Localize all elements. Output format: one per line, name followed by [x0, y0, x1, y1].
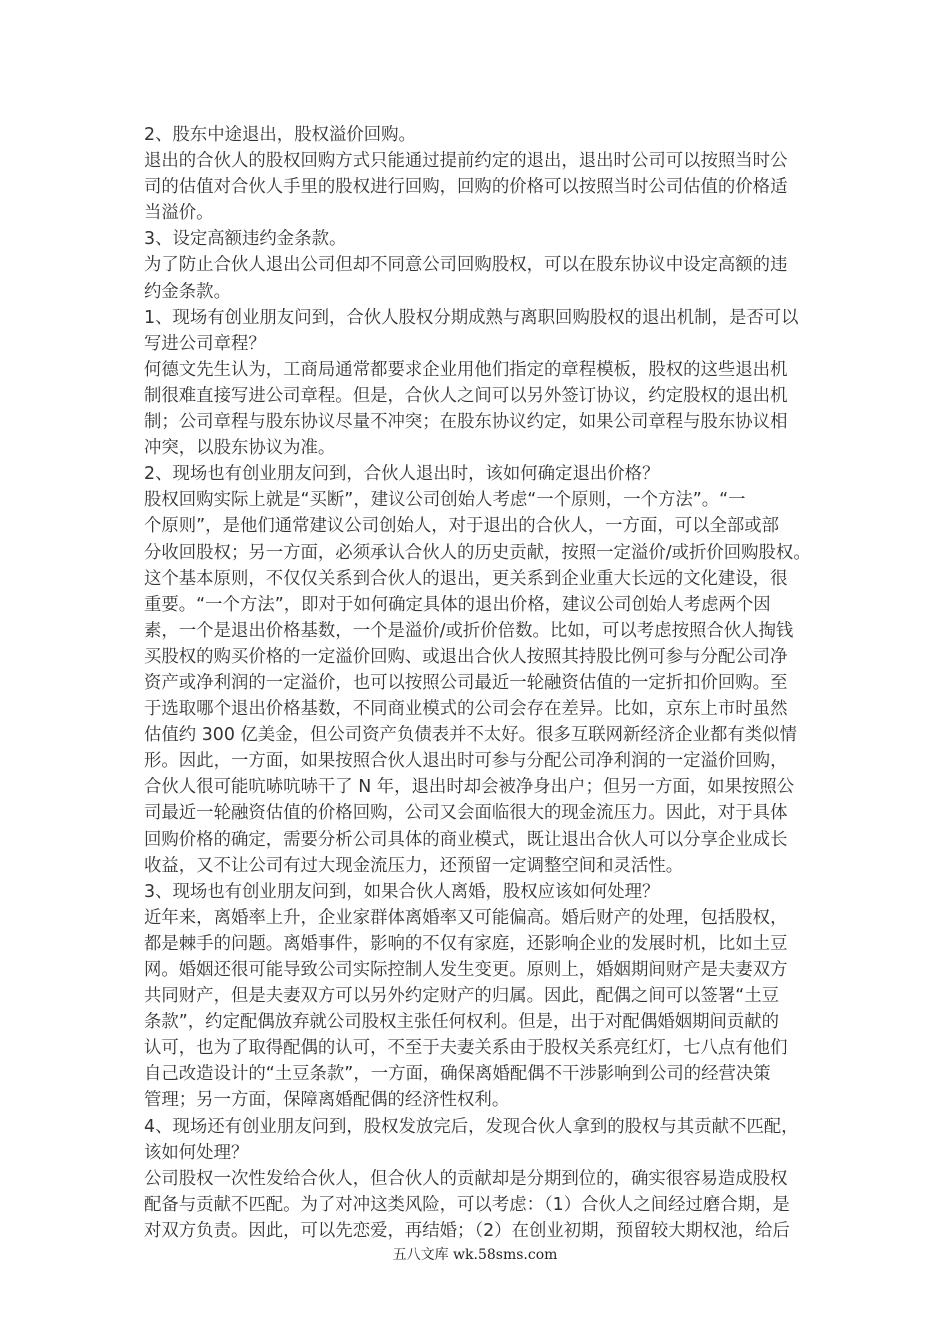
text-line: 2、现场也有创业朋友问到，合伙人退出时，该如何确定退出价格？ [144, 464, 660, 485]
text-line: 收益，又不让公司有过大现金流压力，还预留一定调整空间和灵活性。 [144, 855, 684, 876]
text-line: 3、设定高额违约金条款。 [144, 229, 347, 250]
text-line: 分收回股权；另一方面，必须承认合伙人的历史贡献，按照一定溢价/或折价回购股权。 [144, 542, 811, 563]
text-line: 写进公司章程？ [144, 333, 266, 354]
text-line: 冲突，以股东协议为准。 [144, 438, 336, 459]
text-line: 退出的合伙人的股权回购方式只能通过提前约定的退出，退出时公司可以按照当时公 [144, 151, 788, 172]
text-line: 4、现场还有创业朋友问到，股权发放完后，发现合伙人拿到的股权与其贡献不匹配， [144, 1116, 799, 1137]
text-line: 约金条款。 [144, 281, 231, 302]
text-line: 1、现场有创业朋友问到，合伙人股权分期成熟与离职回购股权的退出机制，是否可以 [144, 307, 799, 328]
text-line: 于选取哪个退出价格基数，不同商业模式的公司会存在差异。比如，京东上市时虽然 [144, 699, 788, 720]
text-line: 对双方负责。因此，可以先恋爱，再结婚；（2）在创业初期，预留较大期权池，给后 [144, 1220, 790, 1241]
text-line: 自己改造设计的“土豆条款”，一方面，确保离婚配偶不干涉影响到公司的经营决策 [144, 1064, 771, 1085]
text-line: 重要。“一个方法”，即对于如何确定具体的退出价格，建议公司创始人考虑两个因 [144, 594, 771, 615]
text-line: 当溢价。 [144, 203, 214, 224]
text-line: 制很难直接写进公司章程。但是，合伙人之间可以另外签订协议，约定股权的退出机 [144, 385, 788, 406]
text-line: 配备与贡献不匹配。为了对冲这类风险，可以考虑：（1）合伙人之间经过磨合期，是 [144, 1194, 790, 1215]
text-line: 公司股权一次性发给合伙人，但合伙人的贡献却是分期到位的，确实很容易造成股权 [144, 1168, 788, 1189]
text-line: 回购价格的确定，需要分析公司具体的商业模式，既让退出合伙人可以分享企业成长 [144, 829, 788, 850]
text-line: 合伙人很可能吭哧吭哧干了 N 年，退出时却会被净身出户；但另一方面，如果按照公 [144, 777, 795, 798]
text-line: 司最近一轮融资估值的价格回购，公司又会面临很大的现金流压力。因此，对于具体 [144, 803, 788, 824]
text-line: 2、股东中途退出，股权溢价回购。 [144, 125, 416, 145]
text-line: 这个基本原则，不仅仅关系到合伙人的退出，更关系到企业重大长远的文化建设，很 [144, 568, 788, 589]
text-line: 为了防止合伙人退出公司但却不同意公司回购股权，可以在股东协议中设定高额的违 [144, 255, 788, 276]
text-line: 资产或净利润的一定溢价，也可以按照公司最近一轮融资估值的一定折扣价回购。至 [144, 672, 788, 693]
footer-watermark: 五八文库 wk.58sms.com [392, 1247, 558, 1263]
text-line: 股权回购实际上就是“买断”，建议公司创始人考虑“一个原则，一个方法”。“一 [144, 490, 746, 511]
document-body [144, 122, 814, 1244]
text-line: 素，一个是退出价格基数，一个是溢价/或折价倍数。比如，可以考虑按照合伙人掏钱 [144, 620, 794, 641]
text-line: 共同财产，但是夫妻双方可以另外约定财产的归属。因此，配偶之间可以签署“土豆 [144, 986, 780, 1007]
text-line: 条款”，约定配偶放弃就公司股权主张任何权利。但是，出于对配偶婚姻期间贡献的 [144, 1012, 780, 1033]
text-line: 个原则”，是他们通常建议公司创始人，对于退出的合伙人，一方面，可以全部或部 [144, 516, 780, 537]
text-line: 制；公司章程与股东协议尽量不冲突；在股东协议约定，如果公司章程与股东协议相 [144, 412, 788, 433]
text-line: 估值约 300 亿美金，但公司资产负债表并不太好。很多互联网新经济企业都有类似情 [144, 725, 797, 746]
text-line: 形。因此，一方面，如果按照合伙人退出时可参与分配公司净利润的一定溢价回购， [144, 751, 788, 772]
text-line: 何德文先生认为，工商局通常都要求企业用他们指定的章程模板，股权的这些退出机 [144, 359, 788, 380]
text-line: 近年来，离婚率上升，企业家群体离婚率又可能偏高。婚后财产的处理，包括股权， [144, 907, 788, 928]
text-line: 3、现场也有创业朋友问到，如果合伙人离婚，股权应该如何处理？ [144, 881, 660, 902]
text-line: 买股权的购买价格的一定溢价回购、或退出合伙人按照其持股比例可参与分配公司净 [144, 646, 788, 667]
text-line: 网。婚姻还很可能导致公司实际控制人发生变更。原则上，婚姻期间财产是夫妻双方 [144, 960, 788, 980]
text-line: 认可，也为了取得配偶的认可，不至于夫妻关系由于股权关系亮红灯，七八点有他们 [144, 1038, 788, 1059]
text-line: 都是棘手的问题。离婚事件，影响的不仅有家庭，还影响企业的发展时机，比如土豆 [144, 933, 788, 954]
text-line: 司的估值对合伙人手里的股权进行回购，回购的价格可以按照当时公司估值的价格适 [144, 177, 788, 198]
text-line: 管理；另一方面，保障离婚配偶的经济性权利。 [144, 1090, 510, 1111]
text-line: 该如何处理？ [144, 1142, 249, 1163]
